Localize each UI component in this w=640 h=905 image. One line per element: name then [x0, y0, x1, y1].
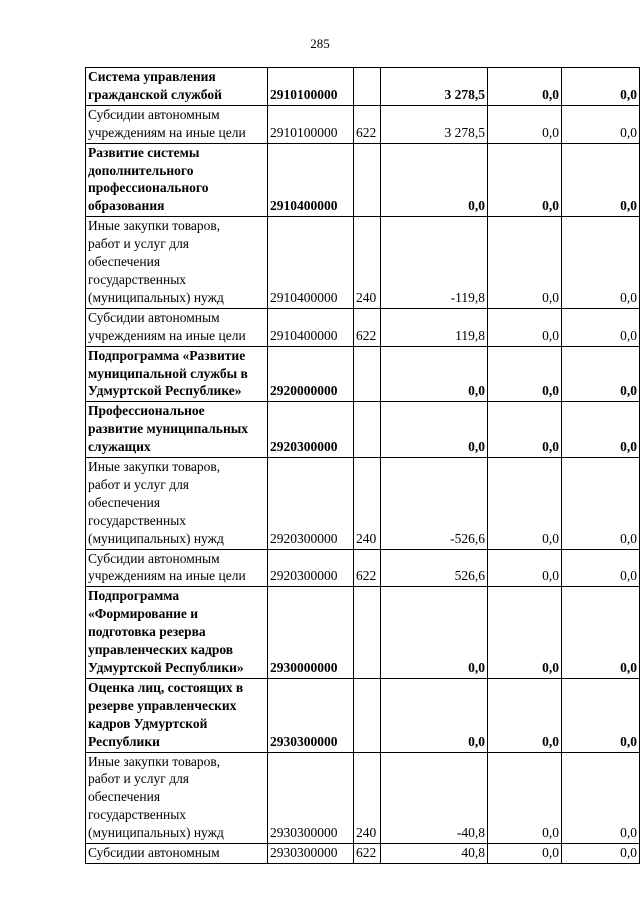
amount-3-cell: 0,0 — [562, 587, 640, 679]
amount-2-cell: 0,0 — [488, 308, 562, 346]
amount-1-cell: 0,0 — [381, 143, 488, 217]
amount-2-cell: 0,0 — [488, 346, 562, 402]
target-code-cell: 2920300000 — [268, 458, 354, 550]
amount-3-cell: 0,0 — [562, 752, 640, 844]
amount-3-cell: 0,0 — [562, 678, 640, 752]
amount-2-cell: 0,0 — [488, 458, 562, 550]
target-code-cell: 2910100000 — [268, 105, 354, 143]
table-row — [86, 587, 640, 679]
amount-3-cell: 0,0 — [562, 549, 640, 587]
expense-type-cell — [354, 587, 381, 679]
amount-2-cell: 0,0 — [488, 402, 562, 458]
budget-table-body — [86, 68, 640, 864]
amount-3-cell: 0,0 — [562, 308, 640, 346]
amount-2-cell: 0,0 — [488, 105, 562, 143]
table-row — [86, 105, 640, 143]
amount-1-cell: 0,0 — [381, 587, 488, 679]
row-name-cell: Иные закупки товаров, работ и услуг для обеспечения государственных (муниципальных) нужд — [86, 458, 268, 550]
row-name-cell: Субсидии автономным учреждениям на иные цели — [86, 105, 268, 143]
target-code-cell: 2910100000 — [268, 68, 354, 106]
amount-1-cell: 0,0 — [381, 402, 488, 458]
expense-type-cell — [354, 68, 381, 106]
amount-2-cell: 0,0 — [488, 844, 562, 864]
amount-3-cell: 0,0 — [562, 105, 640, 143]
amount-2-cell: 0,0 — [488, 678, 562, 752]
expense-type-cell — [354, 143, 381, 217]
row-name-cell: Оценка лиц, состоящих в резерве управленческих кадров Удмуртской Республики — [86, 678, 268, 752]
expense-type-cell: 622 — [354, 844, 381, 864]
budget-table — [85, 67, 640, 864]
expense-type-cell — [354, 346, 381, 402]
table-row — [86, 308, 640, 346]
amount-1-cell: 0,0 — [381, 346, 488, 402]
expense-type-cell — [354, 402, 381, 458]
row-name-cell: Развитие системы дополнительного профессионального образования — [86, 143, 268, 217]
table-row — [86, 346, 640, 402]
amount-1-cell: 3 278,5 — [381, 105, 488, 143]
row-name-cell: Иные закупки товаров, работ и услуг для обеспечения государственных (муниципальных) нужд — [86, 752, 268, 844]
amount-1-cell: -40,8 — [381, 752, 488, 844]
target-code-cell: 2910400000 — [268, 308, 354, 346]
table-row — [86, 844, 640, 864]
amount-2-cell: 0,0 — [488, 752, 562, 844]
amount-1-cell: 119,8 — [381, 308, 488, 346]
row-name-cell: Субсидии автономным учреждениям на иные цели — [86, 549, 268, 587]
expense-type-cell: 622 — [354, 105, 381, 143]
amount-2-cell: 0,0 — [488, 217, 562, 309]
table-row — [86, 752, 640, 844]
amount-3-cell: 0,0 — [562, 346, 640, 402]
target-code-cell: 2930300000 — [268, 752, 354, 844]
page-number: 285 — [310, 36, 330, 51]
row-name-cell: Иные закупки товаров, работ и услуг для обеспечения государственных (муниципальных) нужд — [86, 217, 268, 309]
amount-1-cell: -526,6 — [381, 458, 488, 550]
amount-3-cell: 0,0 — [562, 402, 640, 458]
row-name-cell: Подпрограмма «Формирование и подготовка резерва управленческих кадров Удмуртской Республики» — [86, 587, 268, 679]
table-row — [86, 217, 640, 309]
target-code-cell: 2930300000 — [268, 678, 354, 752]
amount-1-cell: 40,8 — [381, 844, 488, 864]
amount-3-cell: 0,0 — [562, 143, 640, 217]
row-name-cell: Профессиональное развитие муниципальных служащих — [86, 402, 268, 458]
target-code-cell: 2920000000 — [268, 346, 354, 402]
amount-3-cell: 0,0 — [562, 68, 640, 106]
amount-2-cell: 0,0 — [488, 549, 562, 587]
row-name-cell: Субсидии автономным учреждениям на иные цели — [86, 308, 268, 346]
amount-1-cell: 526,6 — [381, 549, 488, 587]
expense-type-cell: 240 — [354, 217, 381, 309]
table-row — [86, 143, 640, 217]
table-row — [86, 549, 640, 587]
expense-type-cell — [354, 678, 381, 752]
amount-3-cell: 0,0 — [562, 458, 640, 550]
target-code-cell: 2930300000 — [268, 844, 354, 864]
target-code-cell: 2910400000 — [268, 143, 354, 217]
expense-type-cell: 622 — [354, 308, 381, 346]
amount-1-cell: 0,0 — [381, 678, 488, 752]
amount-2-cell: 0,0 — [488, 143, 562, 217]
amount-2-cell: 0,0 — [488, 68, 562, 106]
amount-3-cell: 0,0 — [562, 844, 640, 864]
amount-2-cell: 0,0 — [488, 587, 562, 679]
row-name-cell: Подпрограмма «Развитие муниципальной службы в Удмуртской Республике» — [86, 346, 268, 402]
row-name-cell: Система управления гражданской службой — [86, 68, 268, 106]
target-code-cell: 2920300000 — [268, 402, 354, 458]
target-code-cell: 2930000000 — [268, 587, 354, 679]
expense-type-cell: 240 — [354, 752, 381, 844]
target-code-cell: 2910400000 — [268, 217, 354, 309]
table-row — [86, 68, 640, 106]
table-row — [86, 402, 640, 458]
table-row — [86, 678, 640, 752]
expense-type-cell: 240 — [354, 458, 381, 550]
amount-1-cell: -119,8 — [381, 217, 488, 309]
table-row — [86, 458, 640, 550]
expense-type-cell: 622 — [354, 549, 381, 587]
amount-3-cell: 0,0 — [562, 217, 640, 309]
amount-1-cell: 3 278,5 — [381, 68, 488, 106]
row-name-cell: Субсидии автономным — [86, 844, 268, 864]
target-code-cell: 2920300000 — [268, 549, 354, 587]
